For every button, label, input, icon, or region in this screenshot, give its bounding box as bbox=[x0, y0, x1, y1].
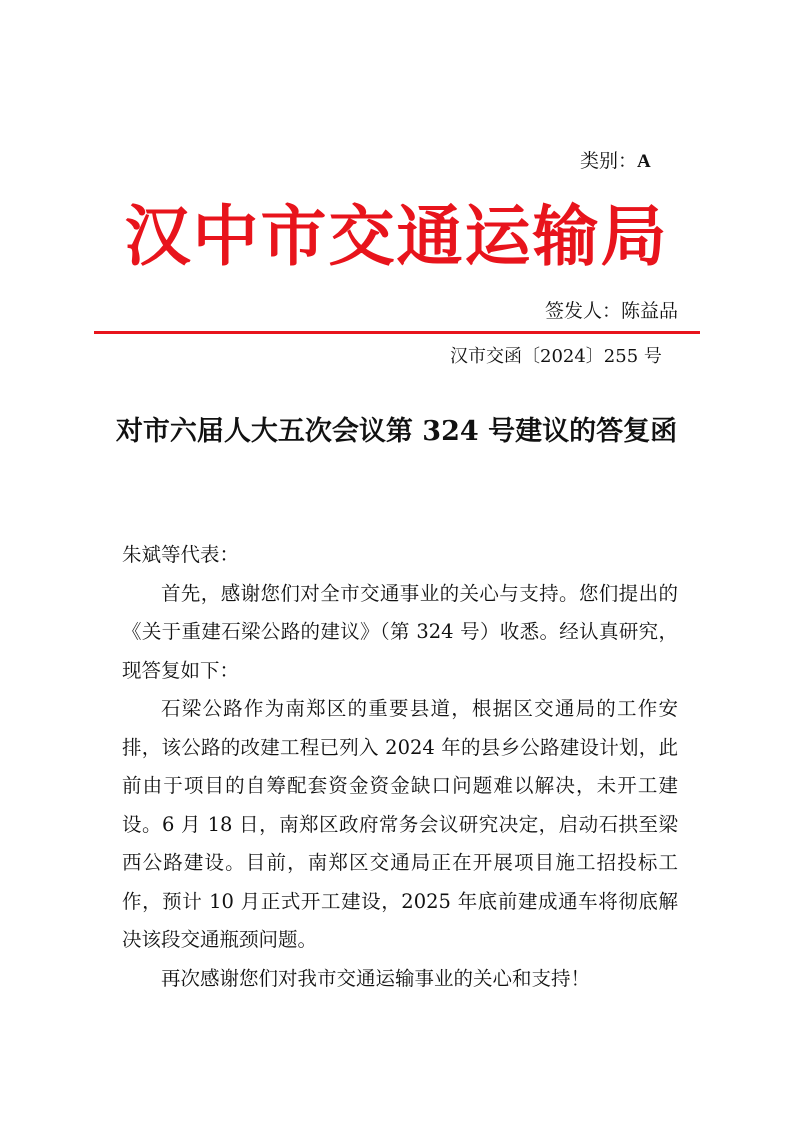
category-label: 类别： bbox=[580, 150, 638, 172]
header-divider bbox=[94, 331, 700, 334]
letter-body bbox=[122, 536, 678, 998]
signer-name: 陈益品 bbox=[621, 300, 679, 322]
signer bbox=[545, 296, 678, 323]
category-value: A bbox=[637, 151, 651, 172]
issuing-organization-title: 汉中市交通运输局 bbox=[124, 197, 669, 275]
paragraph-closing: 再次感谢您们对我市交通运输事业的关心和支持！ bbox=[161, 966, 591, 990]
paragraph-details: 石梁公路作为南郑区的重要县道，根据区交通局的工作安排，该公路的改建工程已列入 2024 年的县乡公路建设计划，此前由于项目的自筹配套资金资金缺口问题难以解决，未开工建设。6 月 18 日，南郑区政府常务会议研究决定，启动石拱至梁西公路建设。目前，南郑区交通局正在开展项目施工招投标工作，预计 10 月正式开工建设，2025 年底前建成通车将彻底解决该段交通瓶颈问题。 bbox=[122, 697, 678, 951]
document-category bbox=[580, 146, 651, 173]
signer-label: 签发人： bbox=[545, 300, 622, 322]
paragraph-intro: 首先，感谢您们对全市交通事业的关心与支持。您们提出的《关于重建石梁公路的建议》（第 324 号）收悉。经认真研究，现答复如下： bbox=[122, 581, 678, 682]
salutation: 朱斌等代表： bbox=[122, 543, 240, 566]
document-title: 对市六届人大五次会议第 324 号建议的答复函 bbox=[115, 416, 678, 447]
document-number: 汉市交函〔2024〕255 号 bbox=[450, 346, 662, 367]
